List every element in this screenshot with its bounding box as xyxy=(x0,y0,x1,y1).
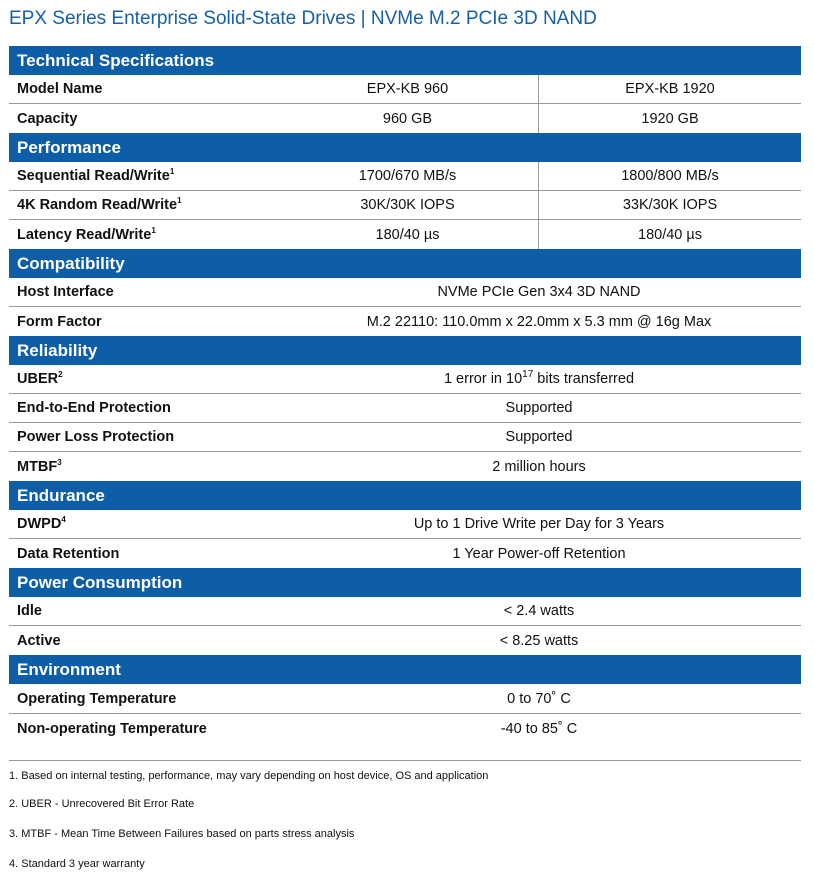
value-model-2: EPX-KB 1920 xyxy=(625,81,715,97)
value-capacity-1: 960 GB xyxy=(277,104,539,133)
section-header-technical: Technical Specifications xyxy=(9,46,801,75)
value-capacity-2: 1920 GB xyxy=(641,110,699,127)
section-header-performance: Performance xyxy=(9,133,801,162)
section-header-environment: Environment xyxy=(9,655,801,684)
footnote-3: 3. MTBF - Mean Time Between Failures based on parts stress analysis xyxy=(9,828,355,840)
row-uber xyxy=(9,365,801,394)
value-nonoperating-temp: -40 to 85˚ C xyxy=(500,721,578,737)
row-sequential xyxy=(9,162,801,191)
row-label: Sequential Read/Write$^1$ xyxy=(17,167,175,184)
row-label: Power Loss Protection xyxy=(17,429,175,445)
value-latency-1: 180/40 µs xyxy=(277,220,539,249)
exponent: 17 xyxy=(522,369,534,381)
row-power-loss xyxy=(9,423,801,452)
row-mtbf xyxy=(9,452,801,481)
value-data-retention: 1 Year Power-off Retention xyxy=(452,545,626,562)
value-end-to-end: Supported xyxy=(505,400,573,416)
row-label: Model Name xyxy=(17,81,103,97)
value-seq-2: 1800/800 MB/s xyxy=(621,168,719,184)
row-active xyxy=(9,626,801,655)
value-model-1: EPX-KB 960 xyxy=(277,75,539,103)
row-label: MTBF$^3$ xyxy=(17,457,62,475)
section-header-endurance: Endurance xyxy=(9,481,801,510)
row-label: Form Factor xyxy=(17,313,102,330)
row-dwpd xyxy=(9,510,801,539)
row-label: Non-operating Temperature xyxy=(17,721,207,737)
footnotes xyxy=(9,760,801,870)
page-title: EPX Series Enterprise Solid-State Drives | NVMe M.2 PCIe 3D NAND xyxy=(9,8,597,29)
row-end-to-end xyxy=(9,394,801,423)
footnote-marker: 1 xyxy=(151,225,156,235)
row-label: Idle xyxy=(17,603,42,619)
row-idle xyxy=(9,597,801,626)
footnote-marker: 2 xyxy=(58,370,63,380)
row-label: Host Interface xyxy=(17,284,114,300)
row-data-retention xyxy=(9,539,801,568)
value-operating-temp: 0 to 70˚ C xyxy=(507,690,571,707)
row-label: Operating Temperature xyxy=(17,690,177,707)
row-label: DWPD$^4$ xyxy=(17,515,66,532)
section-header-compatibility: Compatibility xyxy=(9,249,801,278)
row-operating-temp xyxy=(9,684,801,714)
row-random xyxy=(9,191,801,220)
value-host-interface: NVMe PCIe Gen 3x4 3D NAND xyxy=(437,284,641,300)
value-idle: < 2.4 watts xyxy=(503,603,575,619)
row-label: Active xyxy=(17,632,61,649)
row-label: Latency Read/Write$^1$ xyxy=(17,225,156,243)
row-model-name xyxy=(9,75,801,104)
row-form-factor xyxy=(9,307,801,336)
footnote-marker: 1 xyxy=(169,167,175,177)
value-latency-2: 180/40 µs xyxy=(638,226,702,243)
row-label: 4K Random Read/Write$^1$ xyxy=(17,196,182,213)
row-nonoperating-temp xyxy=(9,714,801,744)
footnote-marker: 1 xyxy=(177,196,182,206)
row-label: Capacity xyxy=(17,110,78,127)
footnote-4: 4. Standard 3 year warranty xyxy=(9,858,145,870)
value-dwpd: Up to 1 Drive Write per Day for 3 Years xyxy=(413,516,665,532)
section-header-power: Power Consumption xyxy=(9,568,801,597)
value-seq-1: 1700/670 MB/s xyxy=(277,162,539,190)
row-host-interface xyxy=(9,278,801,307)
value-active: < 8.25 watts xyxy=(499,632,579,649)
spec-table xyxy=(9,46,801,744)
section-header-reliability: Reliability xyxy=(9,336,801,365)
value-rand-1: 30K/30K IOPS xyxy=(277,191,539,219)
row-capacity xyxy=(9,104,801,133)
value-rand-2: 33K/30K IOPS xyxy=(622,197,718,213)
row-label: End-to-End Protection xyxy=(17,400,171,416)
footnote-marker: 4 xyxy=(61,515,66,525)
row-label: Data Retention xyxy=(17,545,120,562)
footnote-marker: 3 xyxy=(57,457,62,467)
value-form-factor: M.2 22110: 110.0mm x 22.0mm x 5.3 mm @ 16g Max xyxy=(366,313,712,330)
value-power-loss: Supported xyxy=(505,429,573,445)
row-label: UBER$^2$ xyxy=(17,370,63,387)
value-uber: 1 error in $10^{17}$ bits transferred xyxy=(443,369,635,387)
row-latency xyxy=(9,220,801,249)
footnote-2: 2. UBER - Unrecovered Bit Error Rate xyxy=(9,798,195,810)
footnote-1: 1. Based on internal testing, performance, may vary depending on host device, OS and application xyxy=(9,770,489,782)
value-mtbf: 2 million hours xyxy=(492,458,586,475)
